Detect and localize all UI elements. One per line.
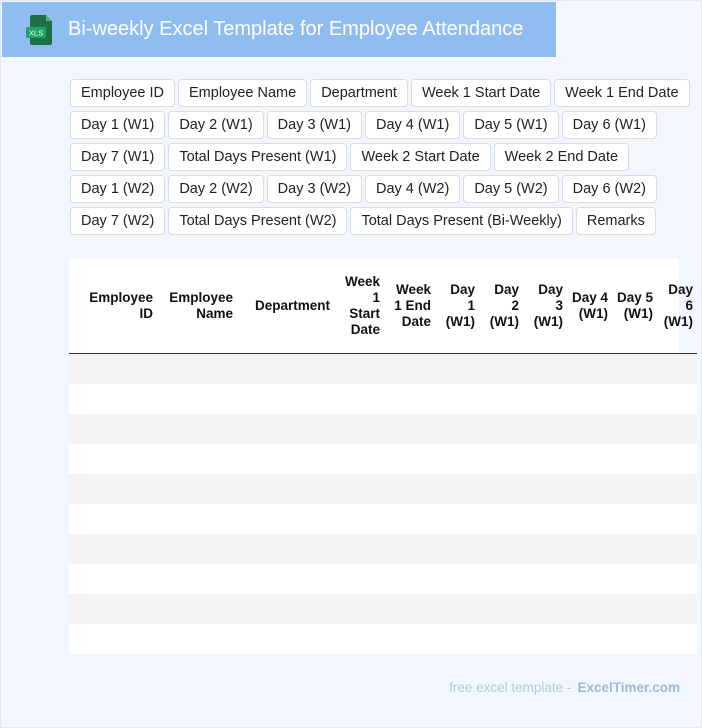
table-cell[interactable] xyxy=(657,474,697,504)
field-chip[interactable]: Day 4 (W2) xyxy=(365,175,460,203)
table-cell[interactable] xyxy=(612,564,657,594)
table-cell[interactable] xyxy=(612,534,657,564)
table-cell[interactable] xyxy=(435,624,479,654)
table-cell[interactable] xyxy=(612,504,657,534)
table-cell[interactable] xyxy=(523,384,567,414)
table-cell[interactable] xyxy=(435,594,479,624)
table-cell[interactable] xyxy=(69,414,157,444)
table-cell[interactable] xyxy=(157,384,237,414)
field-chip[interactable]: Week 1 Start Date xyxy=(411,79,551,107)
table-cell[interactable] xyxy=(523,624,567,654)
table-cell[interactable] xyxy=(612,444,657,474)
table-cell[interactable] xyxy=(334,474,384,504)
table-cell[interactable] xyxy=(69,474,157,504)
column-header: Department xyxy=(237,259,334,353)
table-cell[interactable] xyxy=(567,534,612,564)
table-cell[interactable] xyxy=(237,594,334,624)
field-chip[interactable]: Day 6 (W2) xyxy=(562,175,657,203)
table-cell[interactable] xyxy=(384,353,435,384)
table-cell[interactable] xyxy=(657,353,697,384)
table-cell[interactable] xyxy=(237,353,334,384)
table-cell[interactable] xyxy=(657,624,697,654)
table-cell[interactable] xyxy=(567,624,612,654)
table-row xyxy=(69,444,697,474)
field-chip[interactable]: Day 4 (W1) xyxy=(365,111,460,139)
table-cell[interactable] xyxy=(523,504,567,534)
table-cell[interactable] xyxy=(523,353,567,384)
field-chip[interactable]: Day 7 (W2) xyxy=(70,207,165,235)
footer-text: free excel template - xyxy=(449,680,572,695)
table-cell[interactable] xyxy=(237,564,334,594)
footer xyxy=(449,680,680,695)
table-cell[interactable] xyxy=(567,594,612,624)
table-cell[interactable] xyxy=(612,384,657,414)
field-chip[interactable]: Day 5 (W2) xyxy=(463,175,558,203)
table-cell[interactable] xyxy=(384,564,435,594)
table-cell[interactable] xyxy=(384,534,435,564)
table-cell[interactable] xyxy=(237,534,334,564)
table-header-row xyxy=(69,259,697,353)
table-cell[interactable] xyxy=(612,414,657,444)
table-cell[interactable] xyxy=(523,534,567,564)
table-cell[interactable] xyxy=(384,624,435,654)
attendance-table xyxy=(69,259,697,654)
table-cell[interactable] xyxy=(657,504,697,534)
table-cell[interactable] xyxy=(334,624,384,654)
column-header: Day 1 (W1) xyxy=(435,259,479,353)
table-cell[interactable] xyxy=(334,444,384,474)
table-cell[interactable] xyxy=(237,474,334,504)
field-chip[interactable]: Remarks xyxy=(576,207,656,235)
table-cell[interactable] xyxy=(435,504,479,534)
table-row xyxy=(69,534,697,564)
field-chip[interactable]: Week 2 Start Date xyxy=(350,143,490,171)
field-chip[interactable]: Total Days Present (W2) xyxy=(168,207,347,235)
column-header: Week 1 End Date xyxy=(384,259,435,353)
table-cell[interactable] xyxy=(567,414,612,444)
table-cell[interactable] xyxy=(334,384,384,414)
table-cell[interactable] xyxy=(435,564,479,594)
field-chip[interactable]: Employee Name xyxy=(178,79,307,107)
field-chip[interactable]: Day 1 (W2) xyxy=(70,175,165,203)
field-chip[interactable]: Day 1 (W1) xyxy=(70,111,165,139)
table-cell[interactable] xyxy=(479,414,523,444)
table-cell[interactable] xyxy=(334,414,384,444)
table-cell[interactable] xyxy=(157,624,237,654)
column-header: Day 2 (W1) xyxy=(479,259,523,353)
table-cell[interactable] xyxy=(567,504,612,534)
table-cell[interactable] xyxy=(657,414,697,444)
table-cell[interactable] xyxy=(157,504,237,534)
field-chip[interactable]: Employee ID xyxy=(70,79,175,107)
column-header: Day 4 (W1) xyxy=(567,259,612,353)
table-cell[interactable] xyxy=(384,384,435,414)
table-cell[interactable] xyxy=(69,594,157,624)
table-cell[interactable] xyxy=(567,474,612,504)
table-cell[interactable] xyxy=(237,444,334,474)
table-cell[interactable] xyxy=(612,474,657,504)
table-cell[interactable] xyxy=(69,384,157,414)
table-cell[interactable] xyxy=(237,504,334,534)
table-cell[interactable] xyxy=(523,474,567,504)
table-cell[interactable] xyxy=(479,353,523,384)
table-cell[interactable] xyxy=(69,353,157,384)
table-cell[interactable] xyxy=(435,444,479,474)
table-cell[interactable] xyxy=(435,353,479,384)
table-row xyxy=(69,564,697,594)
table-cell[interactable] xyxy=(157,444,237,474)
table-cell[interactable] xyxy=(612,353,657,384)
field-chip[interactable]: Day 7 (W1) xyxy=(70,143,165,171)
table-cell[interactable] xyxy=(157,594,237,624)
table-cell[interactable] xyxy=(479,474,523,504)
table-row xyxy=(69,474,697,504)
table-cell[interactable] xyxy=(384,504,435,534)
column-header: Employee ID xyxy=(69,259,157,353)
table-cell[interactable] xyxy=(657,444,697,474)
table-row xyxy=(69,353,697,384)
field-chip[interactable]: Day 6 (W1) xyxy=(562,111,657,139)
table-cell[interactable] xyxy=(479,624,523,654)
column-header: Week 1 Start Date xyxy=(334,259,384,353)
table-cell[interactable] xyxy=(237,624,334,654)
table-row xyxy=(69,594,697,624)
table-cell[interactable] xyxy=(157,534,237,564)
field-chip[interactable]: Week 1 End Date xyxy=(554,79,689,107)
column-header: Day 3 (W1) xyxy=(523,259,567,353)
table-cell[interactable] xyxy=(384,444,435,474)
field-chip[interactable]: Day 3 (W1) xyxy=(267,111,362,139)
excel-file-icon xyxy=(26,15,52,45)
table-cell[interactable] xyxy=(69,504,157,534)
svg-text:XLS: XLS xyxy=(28,28,44,38)
table-cell[interactable] xyxy=(237,384,334,414)
table-cell[interactable] xyxy=(479,504,523,534)
table-cell[interactable] xyxy=(523,414,567,444)
column-header: Day 5 (W1) xyxy=(612,259,657,353)
table-cell[interactable] xyxy=(69,564,157,594)
table-cell[interactable] xyxy=(657,564,697,594)
field-chip[interactable]: Day 2 (W2) xyxy=(168,175,263,203)
table-cell[interactable] xyxy=(479,534,523,564)
field-chip[interactable]: Day 2 (W1) xyxy=(168,111,263,139)
table-cell[interactable] xyxy=(384,474,435,504)
table-cell[interactable] xyxy=(69,624,157,654)
table-cell[interactable] xyxy=(334,564,384,594)
table-cell[interactable] xyxy=(334,353,384,384)
table-cell[interactable] xyxy=(567,564,612,594)
table-cell[interactable] xyxy=(479,594,523,624)
header-banner xyxy=(2,2,556,57)
table-cell[interactable] xyxy=(523,594,567,624)
field-chip[interactable]: Day 3 (W2) xyxy=(267,175,362,203)
table-cell[interactable] xyxy=(384,594,435,624)
table-cell[interactable] xyxy=(69,534,157,564)
table-cell[interactable] xyxy=(435,414,479,444)
table-row xyxy=(69,504,697,534)
table-cell[interactable] xyxy=(567,444,612,474)
field-chip[interactable]: Week 2 End Date xyxy=(494,143,629,171)
table-cell[interactable] xyxy=(479,564,523,594)
column-header: Day 6 (W1) xyxy=(657,259,697,353)
table-cell[interactable] xyxy=(657,384,697,414)
table-cell[interactable] xyxy=(237,414,334,444)
page-title: Bi-weekly Excel Template for Employee Attendance xyxy=(68,18,524,40)
table-cell[interactable] xyxy=(567,384,612,414)
table-cell[interactable] xyxy=(479,384,523,414)
table-cell[interactable] xyxy=(612,594,657,624)
table-cell[interactable] xyxy=(567,353,612,384)
table-cell[interactable] xyxy=(612,624,657,654)
table-cell[interactable] xyxy=(157,353,237,384)
column-header: Employee Name xyxy=(157,259,237,353)
table-cell[interactable] xyxy=(334,504,384,534)
table-cell[interactable] xyxy=(384,414,435,444)
table-row xyxy=(69,384,697,414)
table-cell[interactable] xyxy=(523,444,567,474)
table-cell[interactable] xyxy=(435,534,479,564)
table-cell[interactable] xyxy=(657,594,697,624)
table-cell[interactable] xyxy=(435,384,479,414)
table-cell[interactable] xyxy=(334,594,384,624)
table-cell[interactable] xyxy=(334,534,384,564)
table-cell[interactable] xyxy=(479,444,523,474)
table-row xyxy=(69,414,697,444)
table-cell[interactable] xyxy=(157,564,237,594)
table-row xyxy=(69,624,697,654)
attendance-table-container[interactable] xyxy=(69,259,693,654)
field-chip-list xyxy=(70,79,695,235)
table-cell[interactable] xyxy=(523,564,567,594)
table-cell[interactable] xyxy=(157,414,237,444)
table-cell[interactable] xyxy=(157,474,237,504)
field-chip[interactable]: Day 5 (W1) xyxy=(463,111,558,139)
field-chip[interactable]: Total Days Present (W1) xyxy=(168,143,347,171)
field-chip[interactable]: Total Days Present (Bi-Weekly) xyxy=(350,207,572,235)
table-cell[interactable] xyxy=(435,474,479,504)
table-cell[interactable] xyxy=(69,444,157,474)
field-chip[interactable]: Department xyxy=(310,79,408,107)
table-cell[interactable] xyxy=(657,534,697,564)
footer-brand-link[interactable]: ExcelTimer.com xyxy=(577,680,680,695)
